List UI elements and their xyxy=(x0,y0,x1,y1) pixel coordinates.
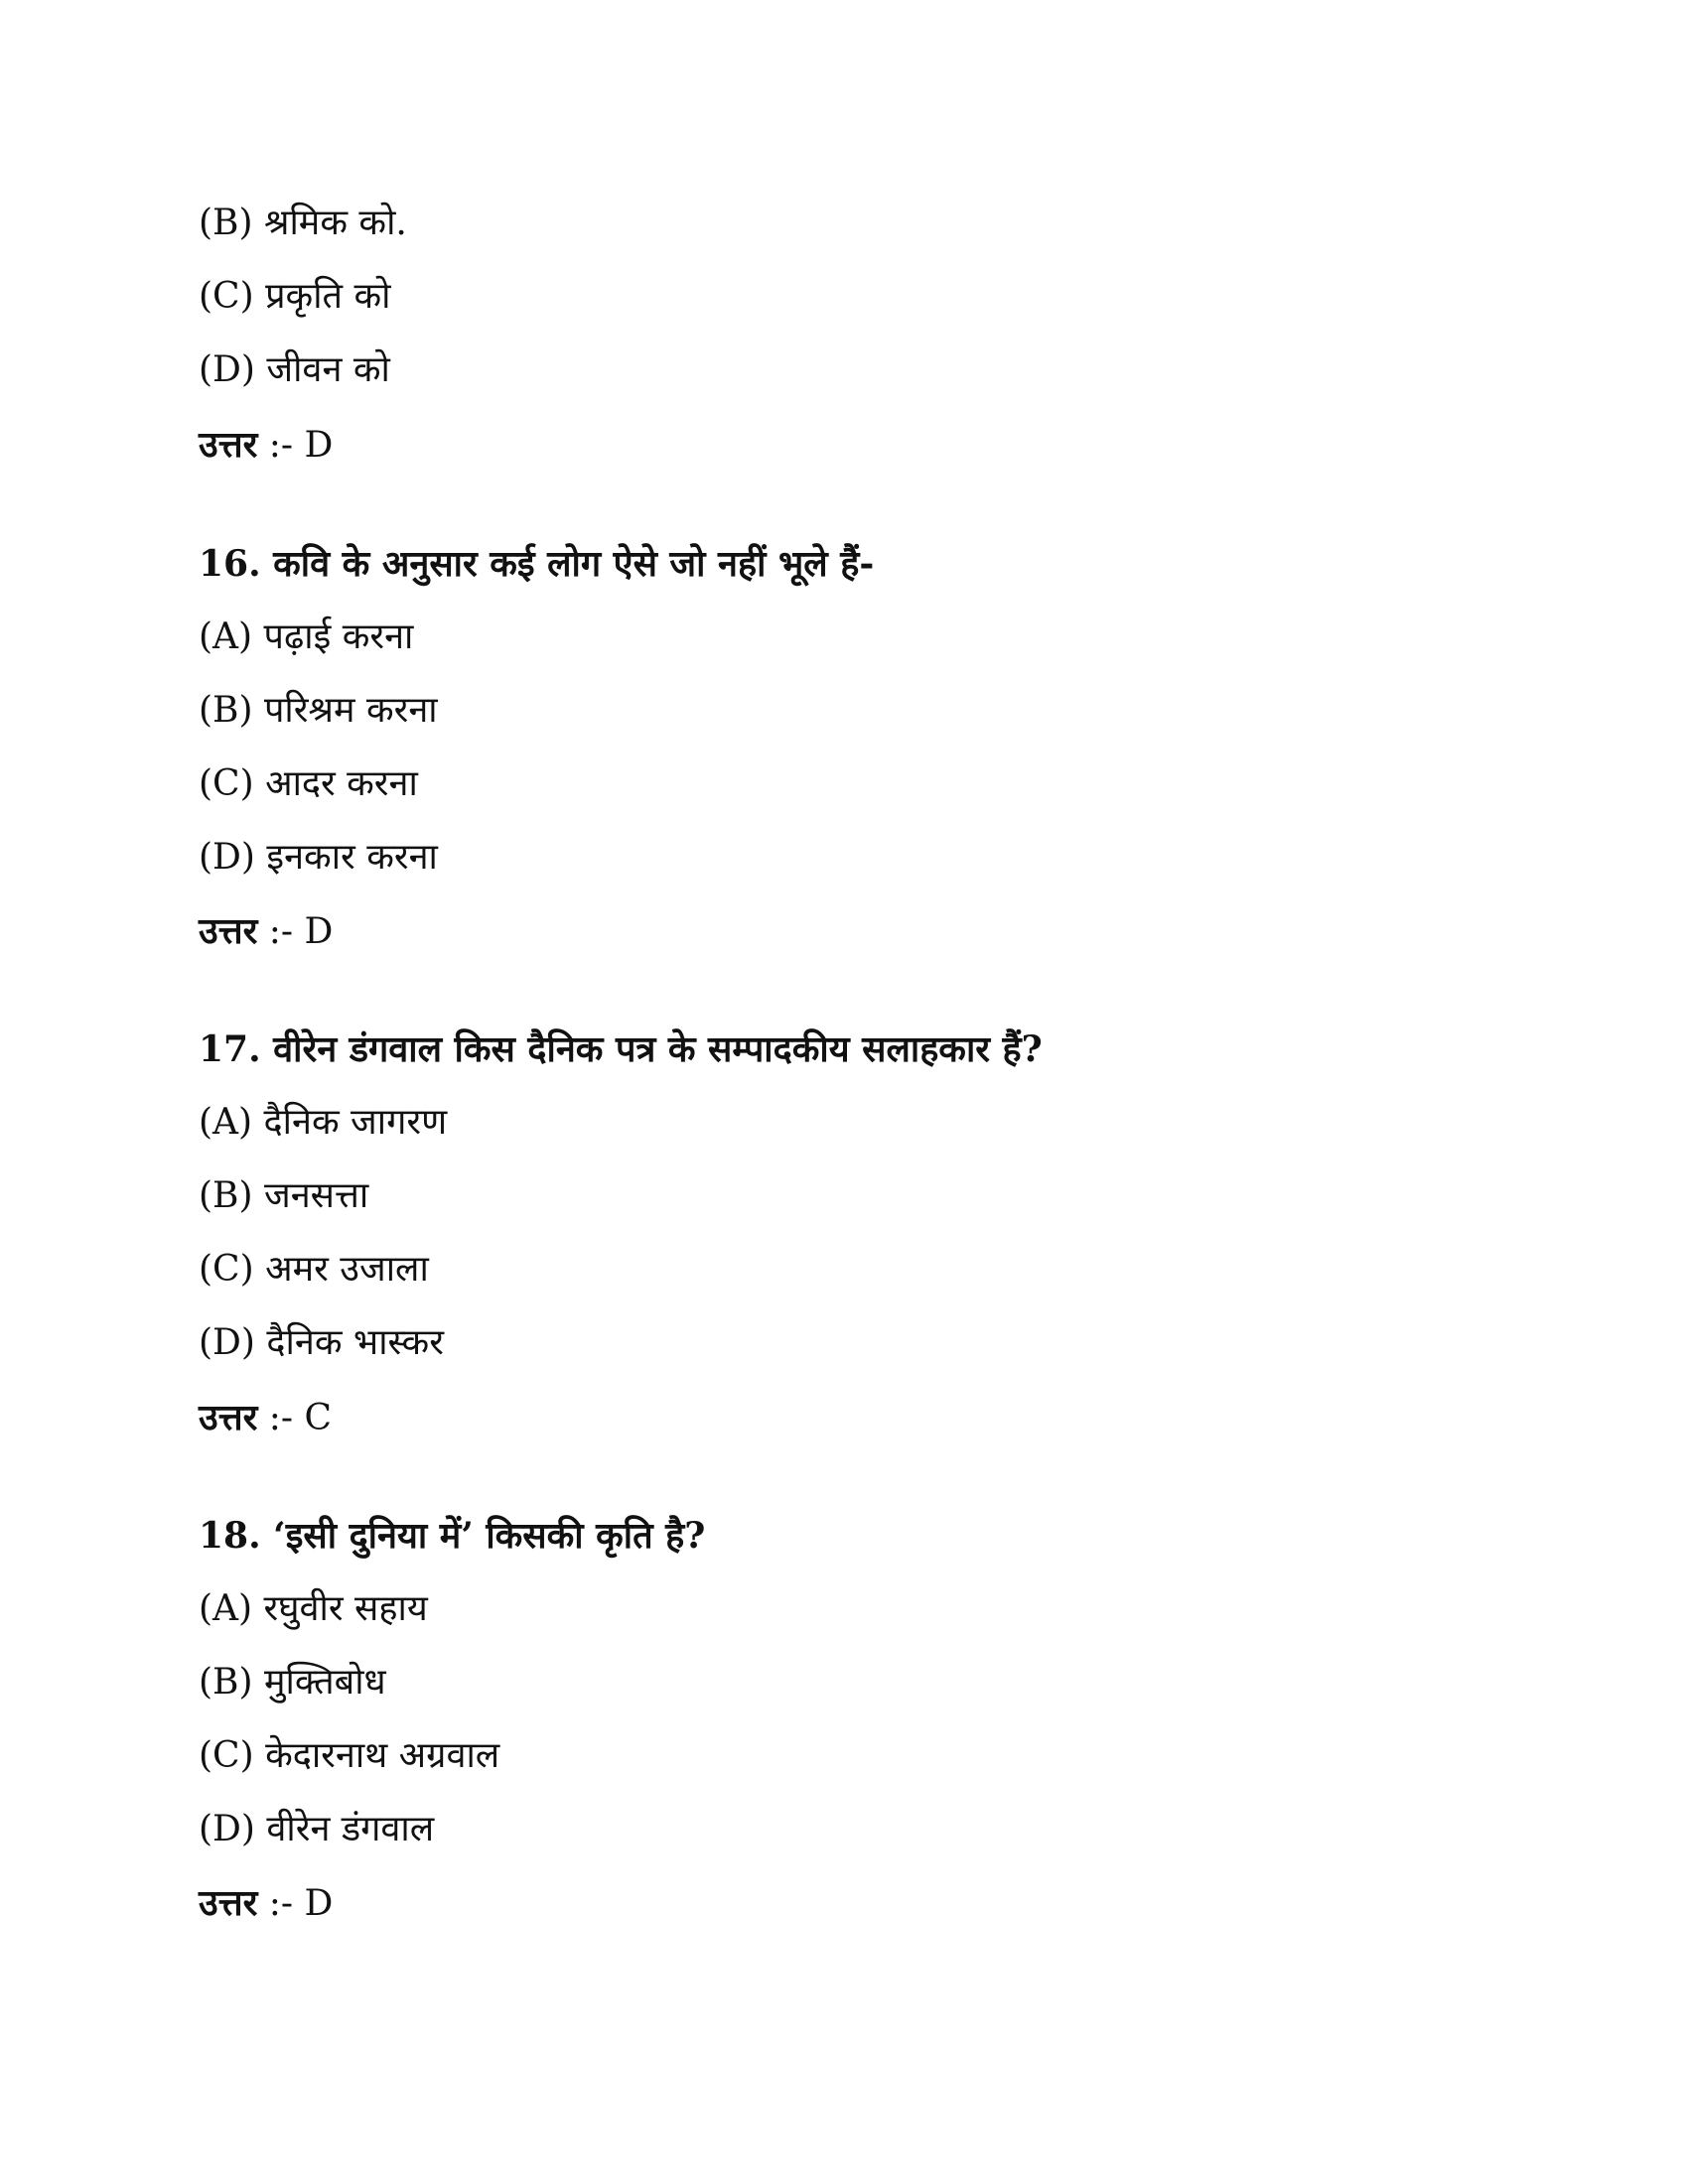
option-16-c: (C) आदर करना xyxy=(199,763,418,804)
answer-value: :- D xyxy=(268,911,334,952)
answer-label: उत्तर xyxy=(199,1397,258,1438)
question-16: 16. कवि के अनुसार कई लोग ऐसे जो नहीं भूले हैं- xyxy=(199,543,875,585)
option-18-b: (B) मुक्तिबोध xyxy=(199,1662,386,1703)
answer-15 xyxy=(199,420,333,471)
option-18-a: (A) रघुवीर सहाय xyxy=(199,1588,428,1629)
answer-label: उत्तर xyxy=(199,910,258,952)
option-16-b: (B) परिश्रम करना xyxy=(199,690,438,731)
option-17-c: (C) अमर उजाला xyxy=(199,1249,429,1290)
option-17-a: (A) दैनिक जागरण xyxy=(199,1102,448,1143)
question-18: 18. ‘इसी दुनिया में’ किसकी कृति है? xyxy=(199,1515,706,1557)
option-16-d: (D) इनकार करना xyxy=(199,837,438,878)
option-17-b: (B) जनसत्ता xyxy=(199,1175,369,1216)
option-15-d: (D) जीवन को xyxy=(199,349,390,390)
option-17-d: (D) दैनिक भास्कर xyxy=(199,1322,444,1363)
answer-label: उत्तर xyxy=(199,1882,258,1924)
answer-label: उत्तर xyxy=(199,424,258,466)
answer-value: :- D xyxy=(268,425,334,466)
answer-value: :- D xyxy=(268,1883,334,1924)
answer-value: :- C xyxy=(268,1398,333,1438)
option-15-b: (B) श्रमिक को. xyxy=(199,203,407,243)
answer-17 xyxy=(199,1393,332,1443)
option-18-d: (D) वीरेन डंगवाल xyxy=(199,1809,435,1849)
option-15-c: (C) प्रकृति को xyxy=(199,276,391,317)
answer-18 xyxy=(199,1878,333,1929)
question-17: 17. वीरेन डंगवाल किस दैनिक पत्र के सम्पादकीय सलाहकार हैं? xyxy=(199,1028,1043,1070)
answer-16 xyxy=(199,906,333,957)
option-18-c: (C) केदारनाथ अग्रवाल xyxy=(199,1735,500,1776)
option-16-a: (A) पढ़ाई करना xyxy=(199,616,414,657)
